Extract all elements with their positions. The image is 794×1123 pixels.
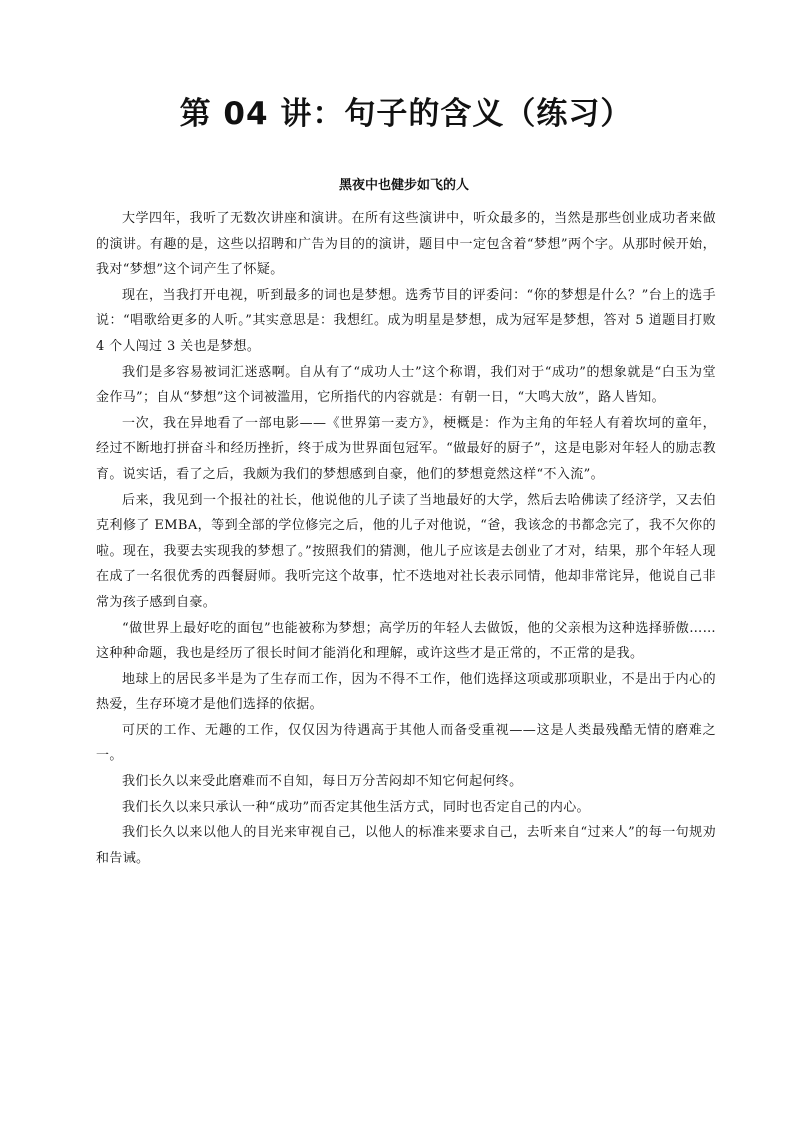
paragraph-11: 我们长久以来以他人的目光来审视自己，以他人的标准来要求自己，去听来自“过来人”的每一句规劝和告诫。	[96, 825, 716, 866]
article-body	[96, 206, 716, 871]
paragraph-3: 我们是多容易被词汇迷惑啊。自从有了“成功人士”这个称谓，我们对于“成功”的想象就是“白玉为堂金作马”；自从“梦想”这个词被滥用，它所指代的内容就是：有朝一日，“大鸣大放”，路人皆知。	[96, 364, 716, 406]
page-title: 第 04 讲：句子的含义（练习）	[179, 96, 633, 132]
paragraph-5: 后来，我见到一个报社的社长，他说他的儿子读了当地最好的大学，然后去哈佛读了经济学，又去伯克利修了 EMBA，等到全部的学位修完之后，他的儿子对他说，“爸，我该念的书都念完了，我不欠你的啦。现在，我要去实现我的梦想了。”按照我们的猜测，他儿子应该是去创业了才对，结果，那个年轻人现在成了一名很优秀的西餐厨师。我听完这个故事，忙不迭地对社长表示同情，他却非常诧异，他说自己非常为孩子感到自豪。	[96, 492, 716, 610]
paragraph-8: 可厌的工作、无趣的工作，仅仅因为待遇高于其他人而备受重视——这是人类最残酷无情的磨难之一。	[96, 722, 716, 764]
paragraph-7: 地球上的居民多半是为了生存而工作，因为不得不工作，他们选择这项或那项职业，不是出于内心的热爱，生存环境才是他们选择的依据。	[96, 671, 716, 713]
paragraph-1: 大学四年，我听了无数次讲座和演讲。在所有这些演讲中，听众最多的，当然是那些创业成功者来做的演讲。有趣的是，这些以招聘和广告为目的的演讲，题目中一定包含着“梦想”两个字。从那时候开始，我对“梦想”这个词产生了怀疑。	[96, 211, 716, 278]
paragraph-10: 我们长久以来只承认一种“成功”而否定其他生活方式，同时也否定自己的内心。	[122, 799, 590, 815]
paragraph-4: 一次，我在异地看了一部电影——《世界第一麦方》，梗概是：作为主角的年轻人有着坎坷的童年，经过不断地打拼奋斗和经历挫折，终于成为世界面包冠军。“做最好的厨子”，这是电影对年轻人的励志教育。说实话，看了之后，我颇为我们的梦想感到自豪，他们的梦想竟然这样“不入流”。	[96, 415, 716, 482]
paragraph-9: 我们长久以来受此磨难而不自知，每日万分苦闷却不知它何起何终。	[122, 774, 523, 790]
paragraph-6: “做世界上最好吃的面包”也能被称为梦想；高学历的年轻人去做饭，他的父亲根为这种选择骄傲……这种种命题，我也是经历了很长时间才能消化和理解，或许这些才是正常的，不正常的是我。	[96, 620, 716, 662]
article-title: 黑夜中也健步如飞的人	[338, 178, 469, 193]
paragraph-2: 现在，当我打开电视，听到最多的词也是梦想。选秀节目的评委问：“你的梦想是什么？”台上的选手说：“唱歌给更多的人听。”其实意思是：我想红。成为明星是梦想，成为冠军是梦想，答对 5 道题目打败 4 个人闯过 3 关也是梦想。	[96, 287, 716, 354]
